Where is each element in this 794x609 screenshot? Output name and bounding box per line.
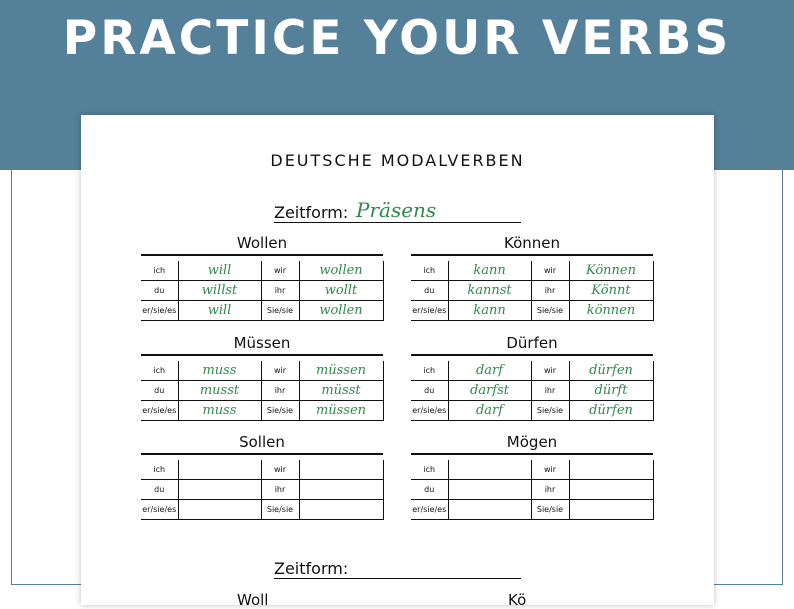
pronoun-cell: er/sie/es	[411, 500, 448, 520]
verb-rule	[141, 354, 383, 356]
verb-form-cell: müsst	[299, 381, 383, 401]
pronoun-cell: ihr	[531, 480, 569, 500]
tense-label-2: Zeitform:	[274, 559, 349, 578]
worksheet-title: DEUTSCHE MODALVERBEN	[270, 151, 525, 170]
conjugation-table	[411, 361, 654, 421]
verb-block-muessen	[141, 333, 383, 421]
verb-form-cell[interactable]	[178, 480, 261, 500]
tense-value: Präsens	[356, 198, 437, 222]
pronoun-cell: er/sie/es	[141, 401, 178, 421]
pronoun-cell: wir	[531, 460, 569, 480]
table-row	[141, 460, 383, 480]
table-row	[411, 361, 653, 381]
pronoun-cell: Sie/sie	[261, 401, 299, 421]
verb-form-cell: müssen	[299, 361, 383, 381]
verb-rule	[141, 254, 383, 256]
pronoun-cell: du	[141, 281, 178, 301]
verb-form-cell: wollen	[299, 301, 383, 321]
verb-title: Mögen	[506, 433, 558, 451]
pronoun-cell: Sie/sie	[261, 301, 299, 321]
pronoun-cell: ihr	[531, 381, 569, 401]
table-row	[411, 381, 653, 401]
verb-form-cell: darfst	[448, 381, 531, 401]
verb-form-cell: musst	[178, 381, 261, 401]
verb-form-cell[interactable]	[569, 480, 653, 500]
pronoun-cell: wir	[261, 361, 299, 381]
verb-block-koennen	[411, 233, 653, 321]
verb-form-cell: will	[178, 301, 261, 321]
verb-form-cell[interactable]	[448, 500, 531, 520]
table-row	[141, 281, 383, 301]
cut-off-verb-title-right: Kö	[508, 591, 527, 609]
verb-form-cell: kannst	[448, 281, 531, 301]
table-row	[411, 480, 653, 500]
verb-form-cell[interactable]	[569, 460, 653, 480]
verb-form-cell[interactable]	[448, 460, 531, 480]
verb-form-cell: muss	[178, 401, 261, 421]
table-row	[411, 301, 653, 321]
pronoun-cell: Sie/sie	[531, 301, 569, 321]
cut-off-verb-title-left: Woll	[237, 591, 269, 609]
pronoun-cell: du	[411, 381, 448, 401]
tense-label: Zeitform:	[274, 203, 349, 222]
pronoun-cell: du	[411, 480, 448, 500]
table-row	[411, 281, 653, 301]
pronoun-cell: ihr	[261, 281, 299, 301]
table-row	[141, 301, 383, 321]
verb-form-cell: dürft	[569, 381, 653, 401]
verb-form-cell: können	[569, 301, 653, 321]
pronoun-cell: ich	[411, 361, 448, 381]
pronoun-cell: wir	[531, 361, 569, 381]
verb-form-cell: darf	[448, 361, 531, 381]
pronoun-cell: Sie/sie	[531, 401, 569, 421]
worksheet-page	[81, 115, 714, 609]
verb-form-cell: will	[178, 261, 261, 281]
verb-form-cell: kann	[448, 301, 531, 321]
verb-rule	[411, 453, 653, 455]
verb-form-cell[interactable]	[178, 460, 261, 480]
table-row	[411, 500, 653, 520]
pronoun-cell: er/sie/es	[411, 301, 448, 321]
table-row	[411, 401, 653, 421]
table-row	[141, 401, 383, 421]
pronoun-cell: du	[141, 381, 178, 401]
pronoun-cell: ich	[411, 460, 448, 480]
pronoun-cell: er/sie/es	[411, 401, 448, 421]
pronoun-cell: ich	[411, 261, 448, 281]
table-row	[411, 261, 653, 281]
pronoun-cell: ihr	[261, 480, 299, 500]
tense-line	[274, 200, 521, 223]
verb-form-cell[interactable]	[569, 500, 653, 520]
table-row	[141, 261, 383, 281]
verb-form-cell[interactable]	[178, 500, 261, 520]
pronoun-cell: wir	[531, 261, 569, 281]
verb-title: Dürfen	[506, 334, 558, 352]
verb-rule	[141, 453, 383, 455]
conjugation-table	[411, 261, 654, 321]
verb-form-cell: darf	[448, 401, 531, 421]
pronoun-cell: er/sie/es	[141, 500, 178, 520]
verb-form-cell[interactable]	[448, 480, 531, 500]
conjugation-table	[141, 361, 384, 421]
verb-form-cell: dürfen	[569, 401, 653, 421]
verb-form-cell: Können	[569, 261, 653, 281]
verb-title: Sollen	[239, 433, 285, 451]
table-row	[141, 480, 383, 500]
table-row	[141, 381, 383, 401]
verb-block-wollen	[141, 233, 383, 321]
verb-rule	[411, 254, 653, 256]
verb-title: Wollen	[236, 234, 288, 252]
verb-block-duerfen	[411, 333, 653, 421]
verb-rule	[411, 354, 653, 356]
verb-block-sollen	[141, 432, 383, 520]
verb-block-moegen	[411, 432, 653, 520]
pronoun-cell: ich	[141, 460, 178, 480]
pronoun-cell: du	[141, 480, 178, 500]
verb-form-cell: dürfen	[569, 361, 653, 381]
pronoun-cell: wir	[261, 261, 299, 281]
verb-form-cell: muss	[178, 361, 261, 381]
pronoun-cell: du	[411, 281, 448, 301]
verb-form-cell: Könnt	[569, 281, 653, 301]
verb-form-cell: wollen	[299, 261, 383, 281]
verb-form-cell: willst	[178, 281, 261, 301]
conjugation-table	[141, 460, 384, 520]
verb-title: Müssen	[233, 334, 291, 352]
pronoun-cell: Sie/sie	[261, 500, 299, 520]
tense-line-2	[274, 556, 521, 579]
verb-form-cell: kann	[448, 261, 531, 281]
verb-form-cell: wollt	[299, 281, 383, 301]
verb-form-cell: müssen	[299, 401, 383, 421]
verb-form-cell[interactable]	[299, 460, 383, 480]
verb-form-cell[interactable]	[299, 480, 383, 500]
verb-form-cell[interactable]	[299, 500, 383, 520]
table-row	[141, 361, 383, 381]
pronoun-cell: wir	[261, 460, 299, 480]
pronoun-cell: ihr	[261, 381, 299, 401]
table-row	[141, 500, 383, 520]
pronoun-cell: Sie/sie	[531, 500, 569, 520]
banner-title: PRACTICE YOUR VERBS	[62, 11, 732, 66]
conjugation-table	[141, 261, 384, 321]
pronoun-cell: ich	[141, 261, 178, 281]
verb-title: Können	[503, 234, 560, 252]
pronoun-cell: er/sie/es	[141, 301, 178, 321]
table-row	[411, 460, 653, 480]
conjugation-table	[411, 460, 654, 520]
pronoun-cell: ihr	[531, 281, 569, 301]
pronoun-cell: ich	[141, 361, 178, 381]
